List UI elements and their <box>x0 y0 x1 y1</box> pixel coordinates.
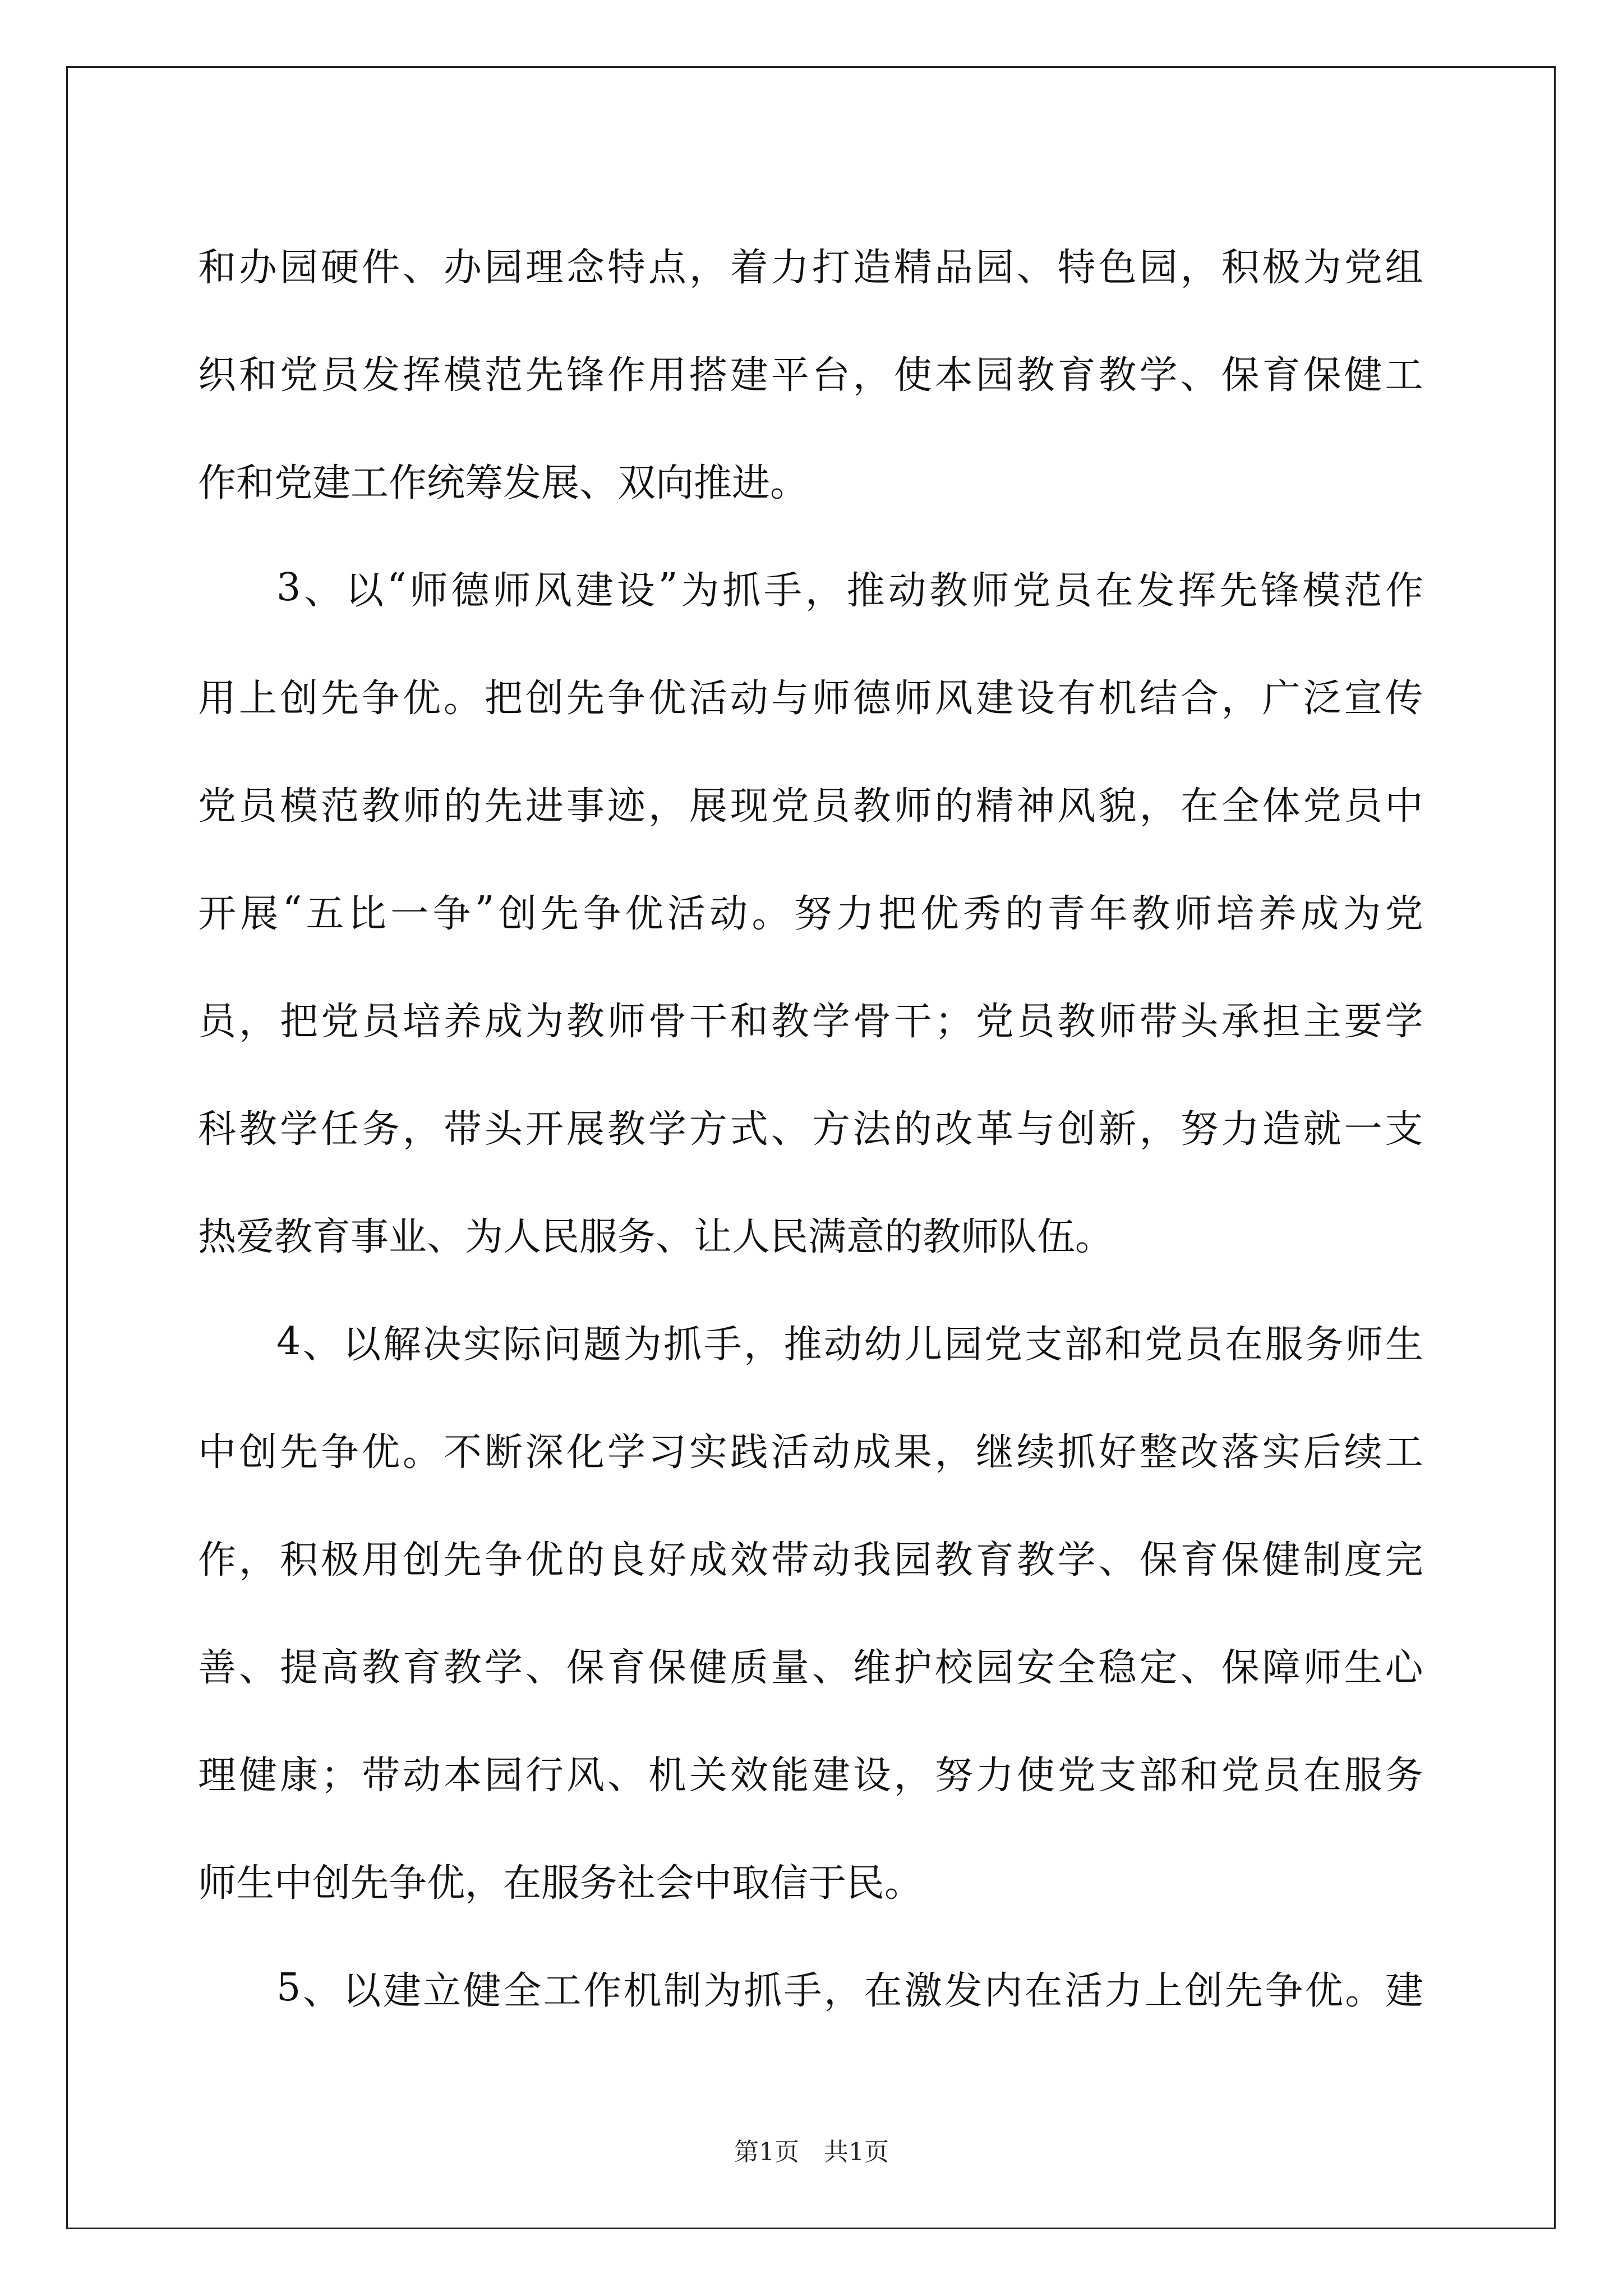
text-line: 理 健 康 ； 带 动 本 园 行 风 、 机 关 效 能 建 设 ， 努 力 使 党 支 部 和 党 员 在 服 务 <box>198 1753 1423 1798</box>
text-line: 4 、 以 解 决 实 际 问 题 为 抓 手 ， 推 动 幼 儿 园 党 支 部 和 党 员 在 服 务 师 生 <box>276 1319 1423 1367</box>
text-line: 中 创 先 争 优 。 不 断 深 化 学 习 实 践 活 动 成 果 ， 继 续 抓 好 整 改 落 实 后 续 工 <box>198 1430 1423 1475</box>
text-line: 和 办 园 硬 件 、 办 园 理 念 特 点 ， 着 力 打 造 精 品 园 、 特 色 园 ， 积 极 为 党 组 <box>198 245 1423 290</box>
document-body <box>198 210 1423 2041</box>
text-line: 开 展 “ 五 比 一 争 ” 创 先 争 优 活 动 。 努 力 把 优 秀 的 青 年 教 师 培 养 成 为 党 <box>198 888 1423 936</box>
text-line: 作 ， 积 极 用 创 先 争 优 的 良 好 成 效 带 动 我 园 教 育 教 学 、 保 育 保 健 制 度 完 <box>198 1538 1423 1582</box>
text-line: 员 ， 把 党 员 培 养 成 为 教 师 骨 干 和 教 学 骨 干 ； 党 员 教 师 带 头 承 担 主 要 学 <box>198 999 1423 1044</box>
text-line: 3 、 以 “ 师 德 师 风 建 设 ” 为 抓 手 ， 推 动 教 师 党 员 在 发 挥 先 锋 模 范 作 <box>276 565 1423 613</box>
text-line: 用 上 创 先 争 优 。 把 创 先 争 优 活 动 与 师 德 师 风 建 设 有 机 结 合 ， 广 泛 宣 传 <box>198 676 1423 721</box>
text-line: 热爱教育事业、为人民服务、让人民满意的教师队伍。 <box>198 1214 1114 1259</box>
text-line: 作和党建工作统筹发展、双向推进。 <box>198 461 809 505</box>
text-line: 党 员 模 范 教 师 的 先 进 事 迹 ， 展 现 党 员 教 师 的 精 神 风 貌 ， 在 全 体 党 员 中 <box>198 784 1423 829</box>
text-line: 科 教 学 任 务 ， 带 头 开 展 教 学 方 式 、 方 法 的 改 革 与 创 新 ， 努 力 造 就 一 支 <box>198 1107 1423 1152</box>
page-number-footer: 第1页 共1页 <box>734 2138 889 2166</box>
text-line: 5 、 以 建 立 健 全 工 作 机 制 为 抓 手 ， 在 激 发 内 在 活 力 上 创 先 争 优 。 建 <box>276 1965 1423 2013</box>
text-line: 师生中创先争优，在服务社会中取信于民。 <box>198 1861 923 1906</box>
text-line: 善 、 提 高 教 育 教 学 、 保 育 保 健 质 量 、 维 护 校 园 安 全 稳 定 、 保 障 师 生 心 <box>198 1645 1423 1690</box>
text-line: 织 和 党 员 发 挥 模 范 先 锋 作 用 搭 建 平 台 ， 使 本 园 教 育 教 学 、 保 育 保 健 工 <box>198 353 1423 398</box>
